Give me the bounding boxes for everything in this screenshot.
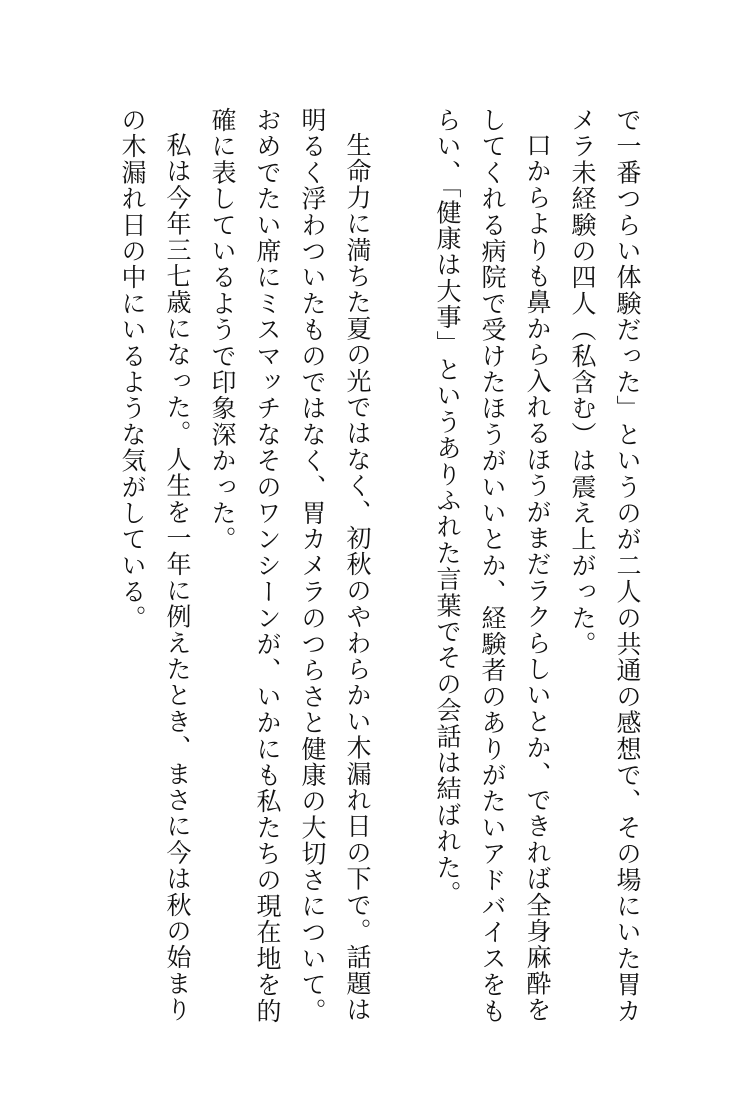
- paragraph-2: 口からよりも鼻から入れるほうがまだラクらしいとか、できれば全身麻酔をしてくれる病院で受けたほうがいいとか、経験者のありがたいアドバイスをもらい、「健康は大事」というありふれた言葉でその会話は結ばれた。: [433, 107, 552, 1024]
- paragraph-4: 私は今年三七歳になった。人生を一年に例えたとき、まさに今は秋の始まりの木漏れ日の中にいるような気がしている。: [118, 107, 192, 1023]
- vertical-text-body: [110, 107, 650, 1027]
- paragraph-1: で一番つらい体験だった」というのが二人の共通の感想で、その場にいた胃カメラ未経験の四人（私含む）は震え上がった。: [568, 107, 642, 1024]
- paragraph-3: 生命力に満ちた夏の光ではなく、初秋のやわらかい木漏れ日の下で。話題は明るく浮わついたものではなく、胃カメラのつらさと健康の大切さについて。おめでたい席にミスマッチなそのワンシーンが、いかにも私たちの現在地を的確に表しているようで印象深かった。: [208, 107, 372, 1024]
